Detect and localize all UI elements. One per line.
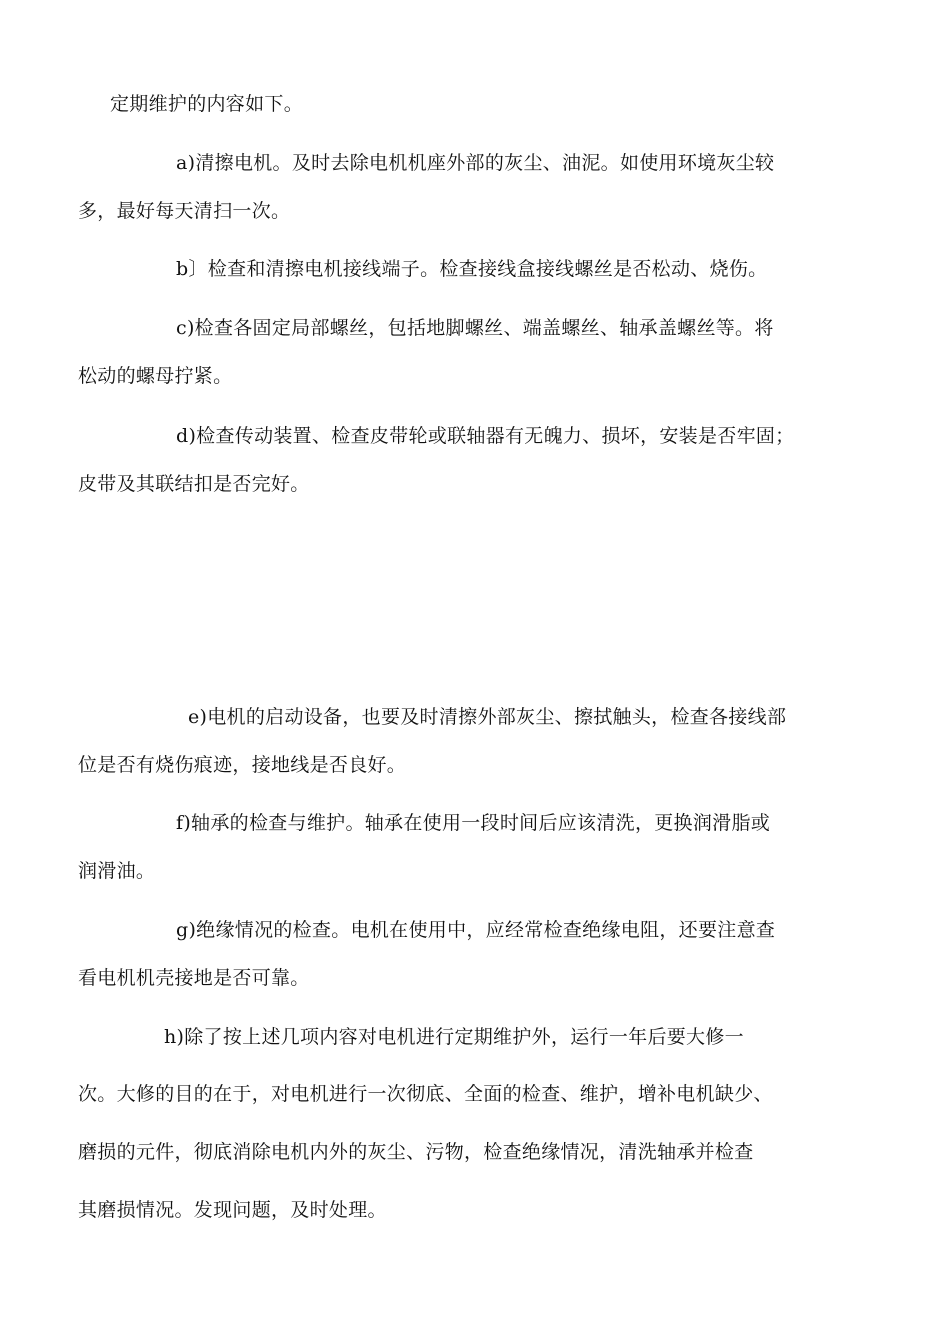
item-h-line-4: 其磨损情况。发现问题，及时处理。 [78, 1199, 387, 1221]
item-c-line-1: c)检查各固定局部螺丝，包括地脚螺丝、端盖螺丝、轴承盖螺丝等。将 [176, 317, 774, 339]
item-h-line-2: 次。大修的目的在于，对电机进行一次彻底、全面的检查、维护，增补电机缺少、 [78, 1083, 773, 1105]
item-e-line-2: 位是否有烧伤痕迹，接地线是否良好。 [78, 754, 407, 776]
item-a-line-2: 多，最好每天清扫一次。 [78, 200, 291, 222]
item-f-line-1: f)轴承的检查与维护。轴承在使用一段时间后应该清洗，更换润滑脂或 [176, 812, 771, 834]
item-f-line-2: 润滑油。 [78, 860, 156, 882]
item-h-line-3: 磨损的元件，彻底消除电机内外的灰尘、污物，检查绝缘情况，清洗轴承并检查 [78, 1141, 754, 1163]
intro-text: 定期维护的内容如下。 [110, 93, 304, 115]
item-e-line-1: e)电机的启动设备，也要及时清擦外部灰尘、擦拭触头，检查各接线部 [188, 706, 787, 728]
item-a-line-1: a)清擦电机。及时去除电机机座外部的灰尘、油泥。如使用环境灰尘较 [176, 152, 775, 174]
item-d-line-2: 皮带及其联结扣是否完好。 [78, 473, 310, 495]
item-d-line-1: d)检查传动装置、检查皮带轮或联轴器有无魄力、损坏，安装是否牢固； [176, 425, 795, 447]
item-h-line-1: h)除了按上述几项内容对电机进行定期维护外，运行一年后要大修一 [164, 1026, 744, 1048]
item-g-line-1: g)绝缘情况的检查。电机在使用中，应经常检查绝缘电阻，还要注意查 [176, 919, 776, 941]
item-b-line-1: b〕检查和清擦电机接线端子。检查接线盒接线螺丝是否松动、烧伤。 [176, 258, 768, 280]
item-c-line-2: 松动的螺母拧紧。 [78, 365, 233, 387]
item-g-line-2: 看电机机壳接地是否可靠。 [78, 967, 310, 989]
